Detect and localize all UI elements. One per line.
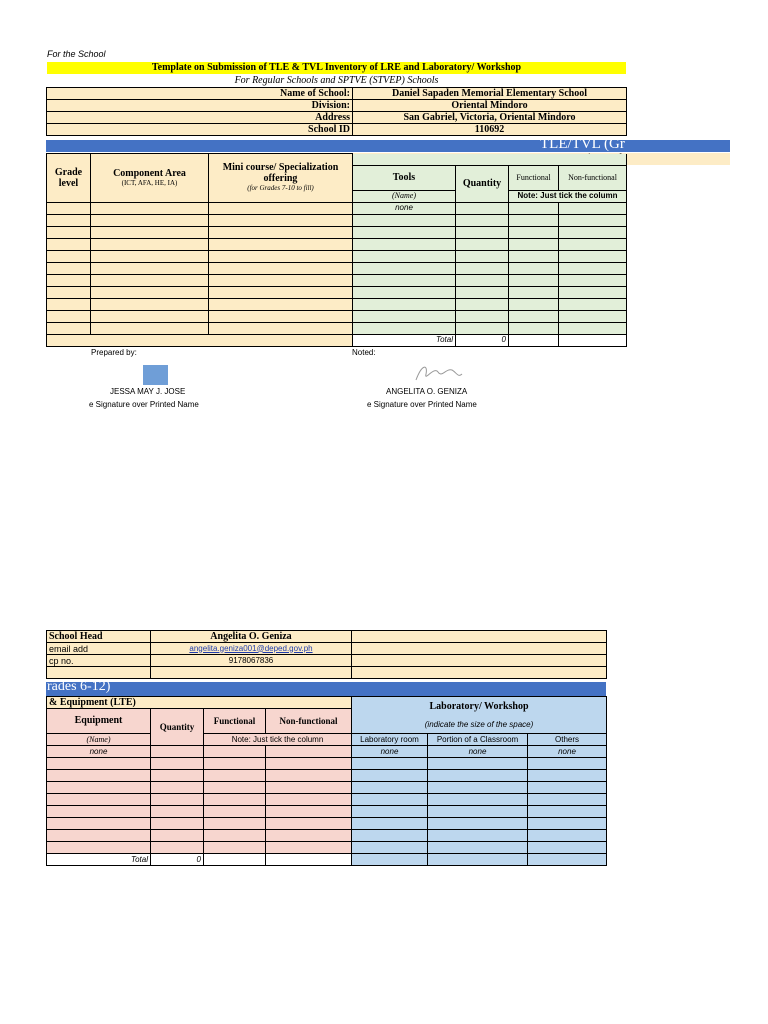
table-cell[interactable] [456,202,509,214]
mini-course-sub: (for Grades 7-10 to fill) [247,184,314,193]
table-cell[interactable] [209,238,353,250]
table-row [47,238,627,250]
table-cell[interactable] [456,286,509,298]
table-cell[interactable] [559,286,627,298]
table-cell[interactable] [91,322,209,334]
lab-title: Laboratory/ Workshop [429,700,529,712]
table-cell[interactable] [204,842,266,854]
empty-cell [352,667,607,679]
table-cell[interactable] [353,286,456,298]
table-cell[interactable] [204,806,266,818]
lte-header: & Equipment (LTE) [47,697,352,709]
table-cell[interactable] [266,830,352,842]
table-cell[interactable] [456,250,509,262]
table-cell[interactable] [559,226,627,238]
note-header [509,190,627,202]
mini-course-title: Mini course/ Specialization offering [222,162,339,185]
info-label: Address [47,112,353,124]
empty-cell [352,655,607,667]
table-cell[interactable] [528,842,607,854]
table-cell[interactable] [209,286,353,298]
table-cell[interactable] [353,274,456,286]
prepared-by-label: Prepared by: [91,348,137,357]
table-cell[interactable] [91,250,209,262]
total-label: Total [47,854,151,866]
info-value: San Gabriel, Victoria, Oriental Mindoro [353,112,627,124]
table-cell[interactable] [91,238,209,250]
info-value: Daniel Sapaden Memorial Elementary School [353,88,627,100]
table-cell[interactable] [47,782,151,794]
band-title-bottom: rades 6-12) [47,679,111,694]
signature-scribble [412,360,464,386]
table-cell[interactable] [204,830,266,842]
table-cell[interactable] [528,794,607,806]
empty-cell [47,667,151,679]
empty-cell [509,334,559,346]
inventory-table [46,153,627,347]
table-cell[interactable] [456,274,509,286]
table-row [47,214,627,226]
table-cell[interactable] [266,746,352,758]
table-cell[interactable] [151,830,204,842]
table-cell[interactable] [559,250,627,262]
total-value: 0 [151,854,204,866]
component-area-title: Component Area [113,167,186,179]
quantity-header: Quantity [151,709,204,746]
table-cell[interactable] [91,226,209,238]
table-cell[interactable] [47,298,91,310]
table-cell[interactable] [266,782,352,794]
table-cell[interactable] [47,770,151,782]
table-cell[interactable] [266,818,352,830]
table-cell[interactable] [91,274,209,286]
table-row [47,830,607,842]
empty-cell [559,334,627,346]
table-cell[interactable] [209,298,353,310]
table-cell[interactable] [352,842,428,854]
table-cell[interactable] [204,782,266,794]
table-cell[interactable] [559,322,627,334]
name-header: (Name) [353,190,456,202]
school-head-table [46,630,607,679]
table-cell[interactable] [204,746,266,758]
table-cell[interactable] [559,214,627,226]
table-cell[interactable] [509,250,559,262]
learning-tools-spacer [353,154,627,166]
table-cell[interactable] [559,310,627,322]
table-cell[interactable] [352,794,428,806]
total-row [47,334,627,346]
cp-label: cp no. [47,655,151,667]
total-spacer [47,334,353,346]
table-row [47,806,607,818]
table-cell[interactable] [559,262,627,274]
empty-cell [428,854,528,866]
table-row [47,770,607,782]
signature-image [143,365,168,385]
table-cell[interactable] [151,794,204,806]
table-cell[interactable] [428,818,528,830]
table-cell[interactable] [456,238,509,250]
info-label: School ID [47,124,353,136]
info-value: Oriental Mindoro [353,100,627,112]
portion-header: Portion of a Classroom [428,734,528,746]
name-header: (Name) [47,734,151,746]
table-cell[interactable] [47,286,91,298]
table-row [47,274,627,286]
table-cell[interactable] [528,770,607,782]
table-cell[interactable] [151,818,204,830]
lab-sub: (indicate the size of the space) [424,719,534,729]
table-row [47,758,607,770]
nonfunctional-header: Non-functional [559,165,627,190]
table-row [47,310,627,322]
empty-cell [352,643,607,655]
email-link[interactable]: angelita.geniza001@deped.gov.ph [189,643,313,653]
table-cell[interactable] [528,758,607,770]
table-cell[interactable] [528,818,607,830]
table-cell[interactable] [353,310,456,322]
empty-cell [352,854,428,866]
table-cell[interactable] [428,758,528,770]
noted-label: Noted: [352,348,376,357]
table-cell[interactable] [47,226,91,238]
table-cell[interactable] [47,202,91,214]
table-cell[interactable] [352,782,428,794]
table-cell[interactable] [509,226,559,238]
prepared-name: JESSA MAY J. JOSE [110,387,186,396]
table-cell[interactable] [509,286,559,298]
table-cell[interactable] [353,298,456,310]
table-cell[interactable] [151,758,204,770]
functional-header: Functional [509,165,559,190]
total-row [47,854,607,866]
others-header: Others [528,734,607,746]
table-cell[interactable] [204,794,266,806]
table-row [47,226,627,238]
info-label: Division: [47,100,353,112]
table-row [47,286,627,298]
table-cell[interactable] [47,830,151,842]
table-cell[interactable] [456,298,509,310]
tools-header: Tools [353,165,456,190]
table-cell[interactable] [266,842,352,854]
table-cell[interactable] [47,322,91,334]
table-cell[interactable] [509,322,559,334]
table-row [47,322,627,334]
table-cell[interactable] [509,298,559,310]
table-cell[interactable] [209,202,353,214]
empty-cell [352,631,607,643]
table-cell[interactable] [91,214,209,226]
table-cell[interactable] [47,262,91,274]
component-area-sub: (ICT, AFA, HE, IA) [121,178,178,187]
table-cell[interactable] [559,274,627,286]
school-head-label: School Head [47,631,151,643]
table-cell[interactable] [91,262,209,274]
table-cell[interactable] [151,842,204,854]
table-cell[interactable]: none [352,746,428,758]
grade-level-header: Grade level [47,154,91,203]
equipment-header: Equipment [47,709,151,734]
lte-table [46,696,607,866]
info-value: 110692 [353,124,627,136]
table-cell[interactable] [204,770,266,782]
table-cell[interactable] [428,830,528,842]
table-row [47,842,607,854]
school-head-value: Angelita O. Geniza [151,631,352,643]
table-cell[interactable] [209,310,353,322]
table-cell[interactable] [151,770,204,782]
page-subtitle: For Regular Schools and SPTVE (STVEP) Schools [234,75,439,86]
table-row [47,746,607,758]
quantity-header: Quantity [456,165,509,202]
table-row [47,202,627,214]
table-cell[interactable] [204,818,266,830]
empty-cell [528,854,607,866]
page-title: Template on Submission of TLE & TVL Inventory of LRE and Laboratory/ Workshop [47,62,626,74]
table-cell[interactable]: none [47,746,151,758]
mini-course-header [209,154,353,203]
table-cell[interactable] [47,250,91,262]
table-cell[interactable] [209,274,353,286]
table-cell[interactable] [47,310,91,322]
table-row [47,250,627,262]
table-cell[interactable] [91,286,209,298]
total-label: Total [353,334,456,346]
table-cell[interactable] [91,202,209,214]
table-cell[interactable] [456,310,509,322]
total-value: 0 [456,334,509,346]
table-cell[interactable] [509,262,559,274]
email-label: email add [47,643,151,655]
table-row [47,298,627,310]
table-row [47,794,607,806]
table-cell[interactable] [151,806,204,818]
note-header: Note: Just tick the column [204,734,352,746]
signature-caption: e Signature over Printed Name [89,400,199,409]
table-cell[interactable] [266,794,352,806]
table-cell[interactable] [559,298,627,310]
lab-workshop-header [352,697,607,734]
table-cell[interactable] [528,806,607,818]
functional-header: Functional [204,709,266,734]
table-cell[interactable] [352,830,428,842]
empty-cell [204,854,266,866]
table-cell[interactable] [559,202,627,214]
table-row [47,818,607,830]
table-cell[interactable]: none [528,746,607,758]
signature-caption: e Signature over Printed Name [367,400,477,409]
table-cell[interactable] [456,226,509,238]
cp-value: 9178067836 [151,655,352,667]
table-cell[interactable] [456,214,509,226]
table-cell[interactable] [47,794,151,806]
table-cell[interactable] [528,830,607,842]
table-cell[interactable] [352,818,428,830]
component-area-header [91,154,209,203]
table-cell[interactable] [352,806,428,818]
table-cell[interactable] [47,274,91,286]
table-cell[interactable] [509,238,559,250]
empty-cell [266,854,352,866]
table-cell[interactable] [209,262,353,274]
noted-name: ANGELITA O. GENIZA [386,387,468,396]
table-cell[interactable] [428,842,528,854]
table-cell[interactable]: none [428,746,528,758]
lab-room-header: Laboratory room [352,734,428,746]
table-cell[interactable] [47,806,151,818]
table-cell[interactable] [91,310,209,322]
table-cell[interactable] [209,214,353,226]
table-cell[interactable]: none [353,202,456,214]
table-cell[interactable] [353,262,456,274]
table-cell[interactable] [456,322,509,334]
table-cell[interactable] [428,806,528,818]
table-cell[interactable] [47,818,151,830]
table-cell[interactable] [509,214,559,226]
section-band-bottom [46,682,606,696]
table-cell[interactable] [353,322,456,334]
nonfunctional-header: Non-functional [266,709,352,734]
table-cell[interactable] [266,806,352,818]
note-text: Note: Just tick the column [517,191,618,200]
table-cell[interactable] [352,758,428,770]
for-school-label: For the School [47,49,106,59]
table-cell[interactable] [428,794,528,806]
table-cell[interactable] [47,842,151,854]
table-cell[interactable] [353,250,456,262]
table-cell[interactable] [47,214,91,226]
table-cell[interactable] [509,310,559,322]
table-cell[interactable] [204,758,266,770]
table-cell[interactable] [209,322,353,334]
info-label: Name of School: [47,88,353,100]
table-cell[interactable] [528,782,607,794]
table-cell[interactable] [509,202,559,214]
table-cell[interactable] [456,262,509,274]
table-row [47,262,627,274]
table-cell[interactable] [559,238,627,250]
table-row [47,782,607,794]
school-info-table [46,87,627,136]
band-title: TLE/TVL (Gr [540,136,625,152]
table-cell[interactable] [266,758,352,770]
table-cell[interactable] [353,214,456,226]
table-cell[interactable] [47,758,151,770]
table-cell[interactable] [91,298,209,310]
table-cell[interactable] [47,238,91,250]
table-cell[interactable] [352,770,428,782]
table-cell[interactable] [151,782,204,794]
empty-cell [151,667,352,679]
table-cell[interactable] [353,226,456,238]
table-cell[interactable] [428,770,528,782]
table-cell[interactable] [209,226,353,238]
table-cell[interactable] [353,238,456,250]
table-cell[interactable] [428,782,528,794]
table-cell[interactable] [509,274,559,286]
table-cell[interactable] [266,770,352,782]
table-cell[interactable] [151,746,204,758]
table-cell[interactable] [209,250,353,262]
